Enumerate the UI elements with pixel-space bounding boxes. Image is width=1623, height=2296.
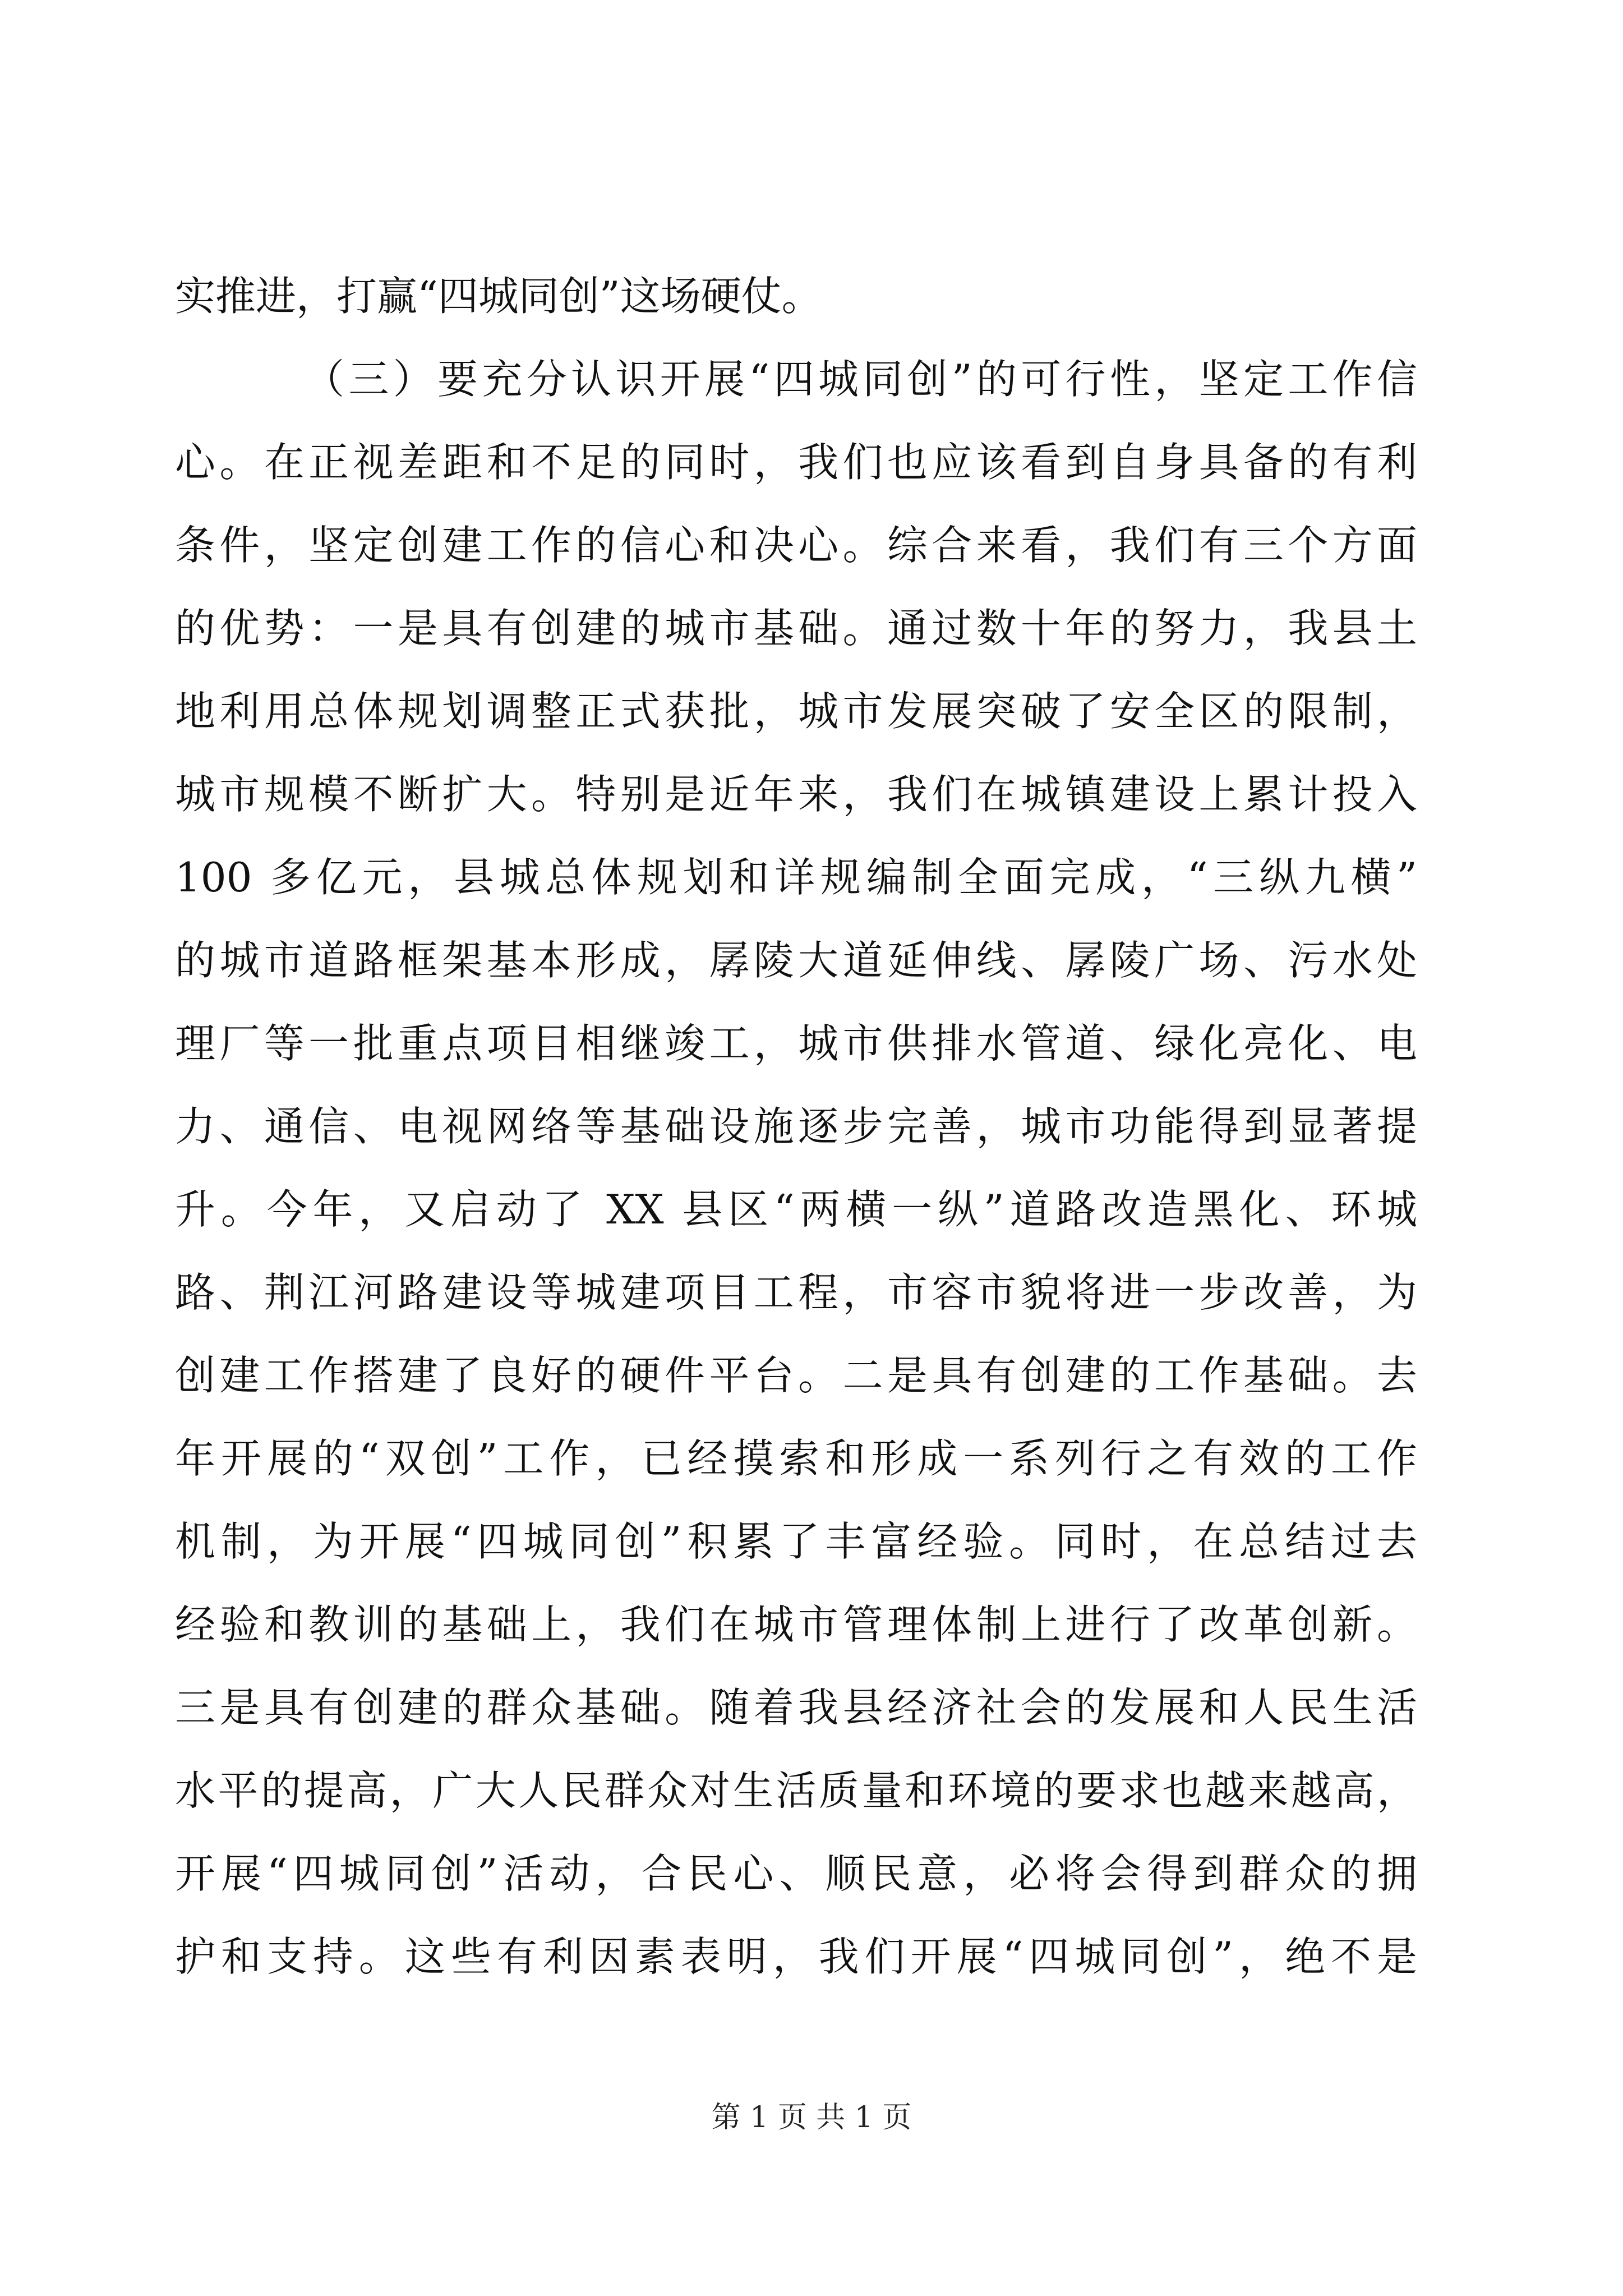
text-line: 升。今年，又启动了 XX 县区“两横一纵”道路改造黑化、环城 xyxy=(175,1186,1417,1233)
text-line: 条件，坚定创建工作的信心和决心。综合来看，我们有三个方面 xyxy=(175,522,1417,569)
text-line: 水平的提高，广大人民群众对生活质量和环境的要求也越来越高， xyxy=(175,1767,1417,1814)
text-line: 的优势：一是具有创建的城市基础。通过数十年的努力，我县土 xyxy=(175,605,1417,652)
text-line: 三是具有创建的群众基础。随着我县经济社会的发展和人民生活 xyxy=(175,1684,1417,1731)
text-line: 城市规模不断扩大。特别是近年来，我们在城镇建设上累计投入 xyxy=(175,771,1417,818)
text-line: 机制，为开展“四城同创”积累了丰富经验。同时，在总结过去 xyxy=(175,1518,1417,1565)
text-line: 力、通信、电视网络等基础设施逐步完善，城市功能得到显著提 xyxy=(175,1103,1417,1150)
text-line: 年开展的“双创”工作，已经摸索和形成一系列行之有效的工作 xyxy=(175,1435,1417,1482)
body-text xyxy=(175,255,1417,1998)
text-line: 实推进，打赢“四城同创”这场硬仗。 xyxy=(175,273,822,320)
text-line: 开展“四城同创”活动，合民心、顺民意，必将会得到群众的拥 xyxy=(175,1850,1417,1897)
page-number-footer: 第 1 页 共 1 页 xyxy=(711,2101,912,2134)
text-line: 创建工作搭建了良好的硬件平台。二是具有创建的工作基础。去 xyxy=(175,1352,1417,1399)
text-line: 的城市道路框架基本形成，孱陵大道延伸线、孱陵广场、污水处 xyxy=(175,937,1417,984)
text-line: 经验和教训的基础上，我们在城市管理体制上进行了改革创新。 xyxy=(175,1601,1417,1648)
text-line: 100 多亿元，县城总体规划和详规编制全面完成，“三纵九横” xyxy=(175,854,1417,901)
text-line: 护和支持。这些有利因素表明，我们开展“四城同创”，绝不是 xyxy=(175,1933,1417,1980)
text-line: 路、荆江河路建设等城建项目工程，市容市貌将进一步改善，为 xyxy=(175,1269,1417,1316)
text-line: 理厂等一批重点项目相继竣工，城市供排水管道、绿化亮化、电 xyxy=(175,1020,1417,1067)
text-line: 心。在正视差距和不足的同时，我们也应该看到自身具备的有利 xyxy=(175,439,1417,486)
text-line: （三）要充分认识开展“四城同创”的可行性，坚定工作信 xyxy=(304,356,1417,403)
text-line: 地利用总体规划调整正式获批，城市发展突破了安全区的限制， xyxy=(175,688,1417,735)
